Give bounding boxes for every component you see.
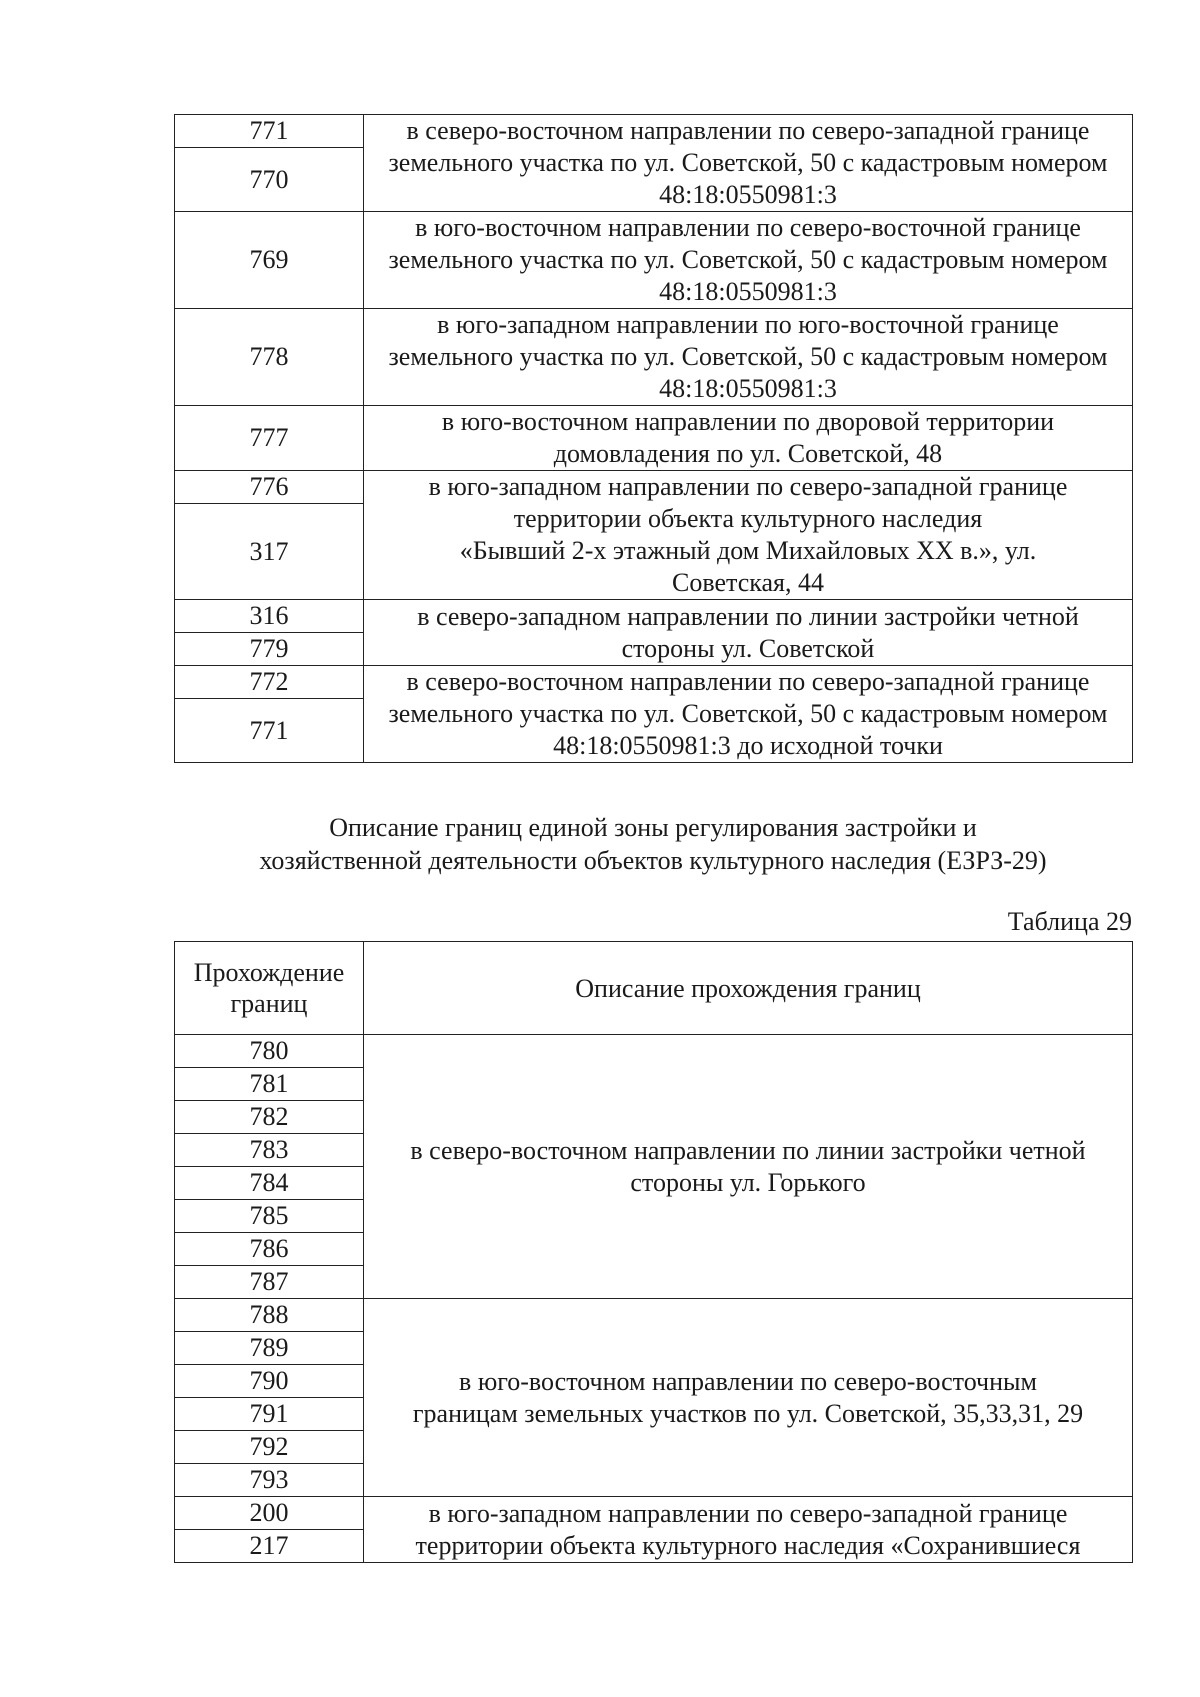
description-line: в юго-западном направлении по северо-западной границе [428,472,1068,501]
point-number: 793 [175,1464,364,1497]
table-row [175,212,1133,309]
boundary-description [364,1497,1133,1563]
table-caption: Таблица 29 [1007,907,1132,936]
column-header-description: Описание прохождения границ [364,942,1133,1035]
table-row [175,471,1133,504]
point-number: 783 [175,1134,364,1167]
description-line: территории объекта культурного наследия [513,504,983,533]
column-header-points [175,942,364,1035]
point-number: 791 [175,1398,364,1431]
point-number: 787 [175,1266,364,1299]
section-heading [174,811,1132,877]
point-number: 316 [175,600,364,633]
heading-line: Описание границ единой зоны регулирования застройки и [329,813,977,842]
point-number: 772 [175,666,364,699]
heading-line: хозяйственной деятельности объектов культурного наследия (ЕЗРЗ-29) [259,846,1047,875]
point-number: 785 [175,1200,364,1233]
point-number: 776 [175,471,364,504]
boundary-description: в юго-восточном направлении по северо-восточной границе земельного участка по ул. Советской, 50 с кадастровым номером 48:18:0550981:3 [364,212,1133,309]
point-number: 779 [175,633,364,666]
table-row [175,1299,1133,1332]
table-row [175,1035,1133,1068]
point-number: 784 [175,1167,364,1200]
boundary-description: в юго-западном направлении по юго-восточной границе земельного участка по ул. Советской, 50 с кадастровым номером 48:18:0550981:3 [364,309,1133,406]
point-number: 789 [175,1332,364,1365]
point-number: 771 [175,699,364,763]
point-number: 782 [175,1101,364,1134]
point-number: 769 [175,212,364,309]
table-row [175,406,1133,471]
boundary-description [364,471,1133,600]
point-number: 780 [175,1035,364,1068]
point-number: 788 [175,1299,364,1332]
boundary-table-continued [174,114,1133,763]
point-number: 217 [175,1530,364,1563]
table-header-row [175,942,1133,1035]
point-number: 771 [175,115,364,148]
boundary-description: в северо-восточном направлении по северо-западной границе земельного участка по ул. Советской, 50 с кадастровым номером 48:18:0550981:3 [364,115,1133,212]
table-row [175,309,1133,406]
description-line: в юго-западном направлении по северо-западной границе [428,1498,1068,1528]
point-number: 790 [175,1365,364,1398]
header-line: Прохождение [193,958,345,987]
table-row [175,666,1133,699]
description-line: «Бывший 2-х этажный дом Михайловых XX в.», ул. [459,536,1037,565]
boundary-description: в юго-восточном направлении по дворовой территории домовладения по ул. Советской, 48 [364,406,1133,471]
table-row [175,600,1133,633]
boundary-description: в северо-восточном направлении по северо-западной границе земельного участка по ул. Советской, 50 с кадастровым номером 48:18:0550981:3 до исходной точки [364,666,1133,763]
point-number: 317 [175,504,364,600]
point-number: 781 [175,1068,364,1101]
point-number: 770 [175,148,364,212]
boundary-table-29 [174,941,1133,1563]
description-line: в юго-восточном направлении по северо-восточным [459,1366,1037,1396]
point-number: 777 [175,406,364,471]
boundary-description: в северо-западном направлении по линии застройки четной стороны ул. Советской [364,600,1133,666]
description-line: стороны ул. Горького [630,1167,866,1197]
header-line: границ [230,989,308,1018]
point-number: 778 [175,309,364,406]
description-line: территории объекта культурного наследия «Сохранившиеся [415,1530,1081,1560]
description-line: в северо-восточном направлении по линии застройки четной [410,1135,1086,1165]
description-line: границам земельных участков по ул. Советской, 35,33,31, 29 [412,1398,1084,1428]
table-row [175,115,1133,148]
point-number: 200 [175,1497,364,1530]
boundary-description [364,1299,1133,1497]
table-row [175,1497,1133,1530]
boundary-description [364,1035,1133,1299]
description-line: Советская, 44 [672,568,824,597]
point-number: 786 [175,1233,364,1266]
point-number: 792 [175,1431,364,1464]
